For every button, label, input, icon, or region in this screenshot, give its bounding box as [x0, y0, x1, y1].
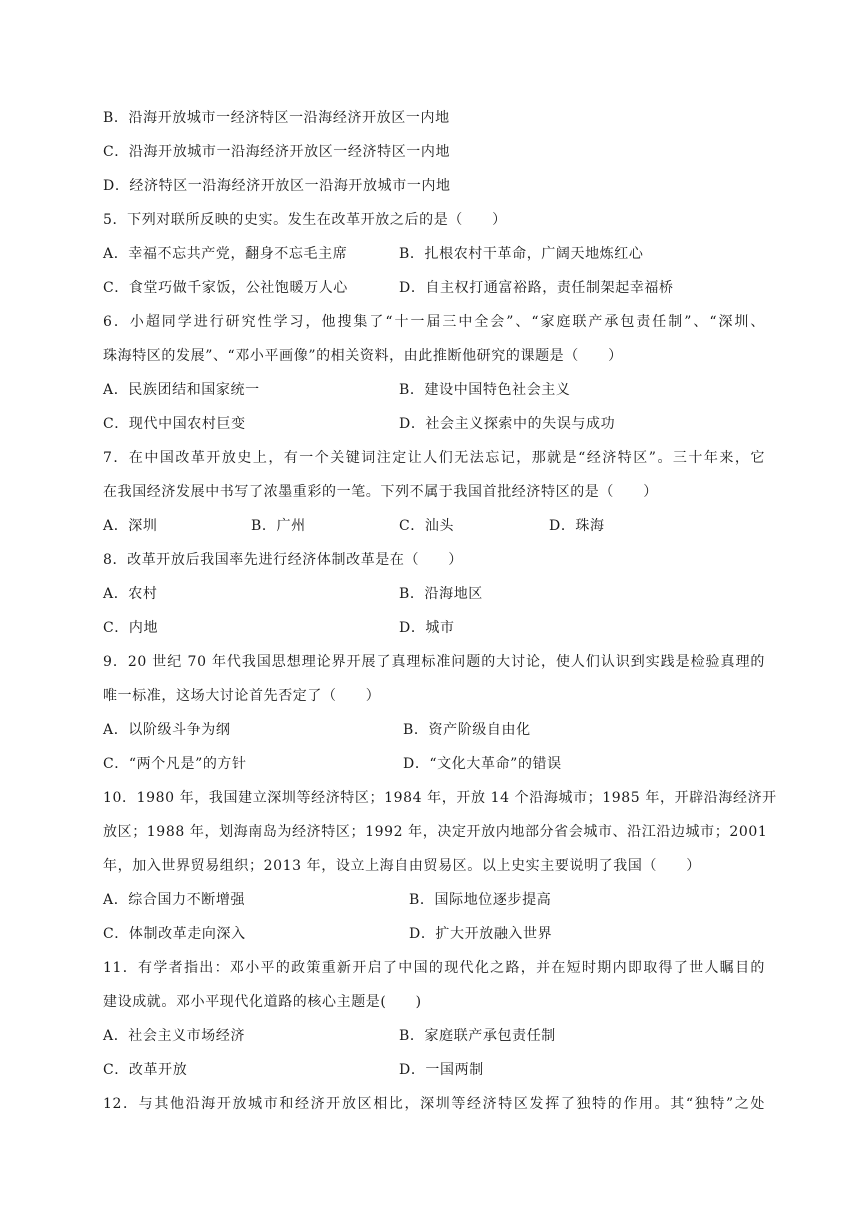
- question-6-line-1: 6．小超同学进行研究性学习，他搜集了“十一届三中全会”、“家庭联产承包责任制”、“深圳、: [103, 314, 765, 330]
- option-b-q7: B．广州: [251, 518, 306, 534]
- option-b-q8: B．沿海地区: [399, 586, 483, 602]
- option-a-q9: A．以阶级斗争为纲: [103, 722, 231, 738]
- options-row-q9-1: [103, 720, 765, 740]
- question-8: 8．改革开放后我国率先进行经济体制改革是在（ ）: [103, 552, 463, 568]
- options-row-q9-2: [103, 754, 765, 774]
- option-c-q4: C．沿海开放城市一沿海经济开放区一经济特区一内地: [103, 144, 451, 160]
- option-b-q6: B．建设中国特色社会主义: [399, 382, 571, 398]
- question-7-line-1: 7．在中国改革开放史上，有一个关键词注定让人们无法忘记，那就是“经济特区”。三十年来，它: [103, 450, 765, 466]
- option-a-q8: A．农村: [103, 586, 158, 602]
- option-c-q9: C．“两个凡是”的方针: [103, 756, 247, 772]
- option-d-q11: D．一国两制: [399, 1062, 484, 1078]
- options-row-q5-2: [103, 278, 765, 298]
- option-c-q6: C．现代中国农村巨变: [103, 416, 246, 432]
- options-row-q6-1: [103, 380, 765, 400]
- option-b-q11: B．家庭联产承包责任制: [399, 1028, 556, 1044]
- options-row-q7: [103, 516, 765, 536]
- options-row-q10-2: [103, 924, 765, 944]
- option-c-q11: C．改革开放: [103, 1062, 188, 1078]
- option-a-q10: A．综合国力不断增强: [103, 892, 246, 908]
- question-7-line-2: 在我国经济发展中书写了浓墨重彩的一笔。下列不属于我国首批经济特区的是（ ）: [103, 484, 658, 500]
- question-6-line-2: 珠海特区的发展”、“邓小平画像”的相关资料，由此推断他研究的课题是（ ）: [103, 348, 623, 364]
- question-10-line-3: 年，加入世界贸易组织；2013 年，设立上海自由贸易区。以上史实主要说明了我国（ ）: [103, 858, 701, 874]
- option-d-q8: D．城市: [399, 620, 455, 636]
- options-row-q5-1: [103, 244, 765, 264]
- option-b-q5: B．扎根农村干革命，广阔天地炼红心: [399, 246, 644, 262]
- question-10-line-1: 10．1980 年，我国建立深圳等经济特区；1984 年，开放 14 个沿海城市；1985 年，开辟沿海经济开: [103, 790, 777, 806]
- option-b-q10: B．国际地位逐步提高: [409, 892, 552, 908]
- option-d-q5: D．自主权打通富裕路，责任制架起幸福桥: [399, 280, 674, 296]
- option-d-q10: D．扩大开放融入世界: [409, 926, 553, 942]
- options-row-q6-2: [103, 414, 765, 434]
- options-row-q11-1: [103, 1026, 765, 1046]
- option-d-q9: D．“文化大革命”的错误: [403, 756, 562, 772]
- option-a-q6: A．民族团结和国家统一: [103, 382, 260, 398]
- option-c-q5: C．食堂巧做千家饭，公社饱暖万人心: [103, 280, 348, 296]
- option-a-q11: A．社会主义市场经济: [103, 1028, 246, 1044]
- options-row-q10-1: [103, 890, 765, 910]
- option-d-q6: D．社会主义探索中的失误与成功: [399, 416, 616, 432]
- options-row-q8-2: [103, 618, 765, 638]
- option-a-q7: A．深圳: [103, 518, 158, 534]
- question-11-line-2: 建设成就。邓小平现代化道路的核心主题是( ): [103, 994, 422, 1010]
- question-12-line-1: 12．与其他沿海开放城市和经济开放区相比，深圳等经济特区发挥了独特的作用。其“独特”之处: [103, 1096, 765, 1112]
- option-a-q5: A．幸福不忘共产党，翻身不忘毛主席: [103, 246, 348, 262]
- option-b-q9: B．资产阶级自由化: [403, 722, 531, 738]
- question-11-line-1: 11．有学者指出：邓小平的政策重新开启了中国的现代化之路，并在短时期内即取得了世人瞩目的: [103, 960, 765, 976]
- option-c-q7: C．汕头: [399, 518, 455, 534]
- option-d-q7: D．珠海: [549, 518, 605, 534]
- options-row-q11-2: [103, 1060, 765, 1080]
- question-10-line-2: 放区；1988 年，划海南岛为经济特区；1992 年，决定开放内地部分省会城市、沿江沿边城市；2001: [103, 824, 768, 840]
- question-9-line-1: 9．20 世纪 70 年代我国思想理论界开展了真理标准问题的大讨论，使人们认识到实践是检验真理的: [103, 654, 765, 670]
- option-c-q10: C．体制改革走向深入: [103, 926, 246, 942]
- option-c-q8: C．内地: [103, 620, 159, 636]
- question-5: 5．下列对联所反映的史实。发生在改革开放之后的是（ ）: [103, 212, 507, 228]
- option-d-q4: D．经济特区一沿海经济开放区一沿海开放城市一内地: [103, 178, 451, 194]
- options-row-q8-1: [103, 584, 765, 604]
- option-b-q4: B．沿海开放城市一经济特区一沿海经济开放区一内地: [103, 110, 450, 126]
- question-9-line-2: 唯一标准，这场大讨论首先否定了（ ）: [103, 688, 381, 704]
